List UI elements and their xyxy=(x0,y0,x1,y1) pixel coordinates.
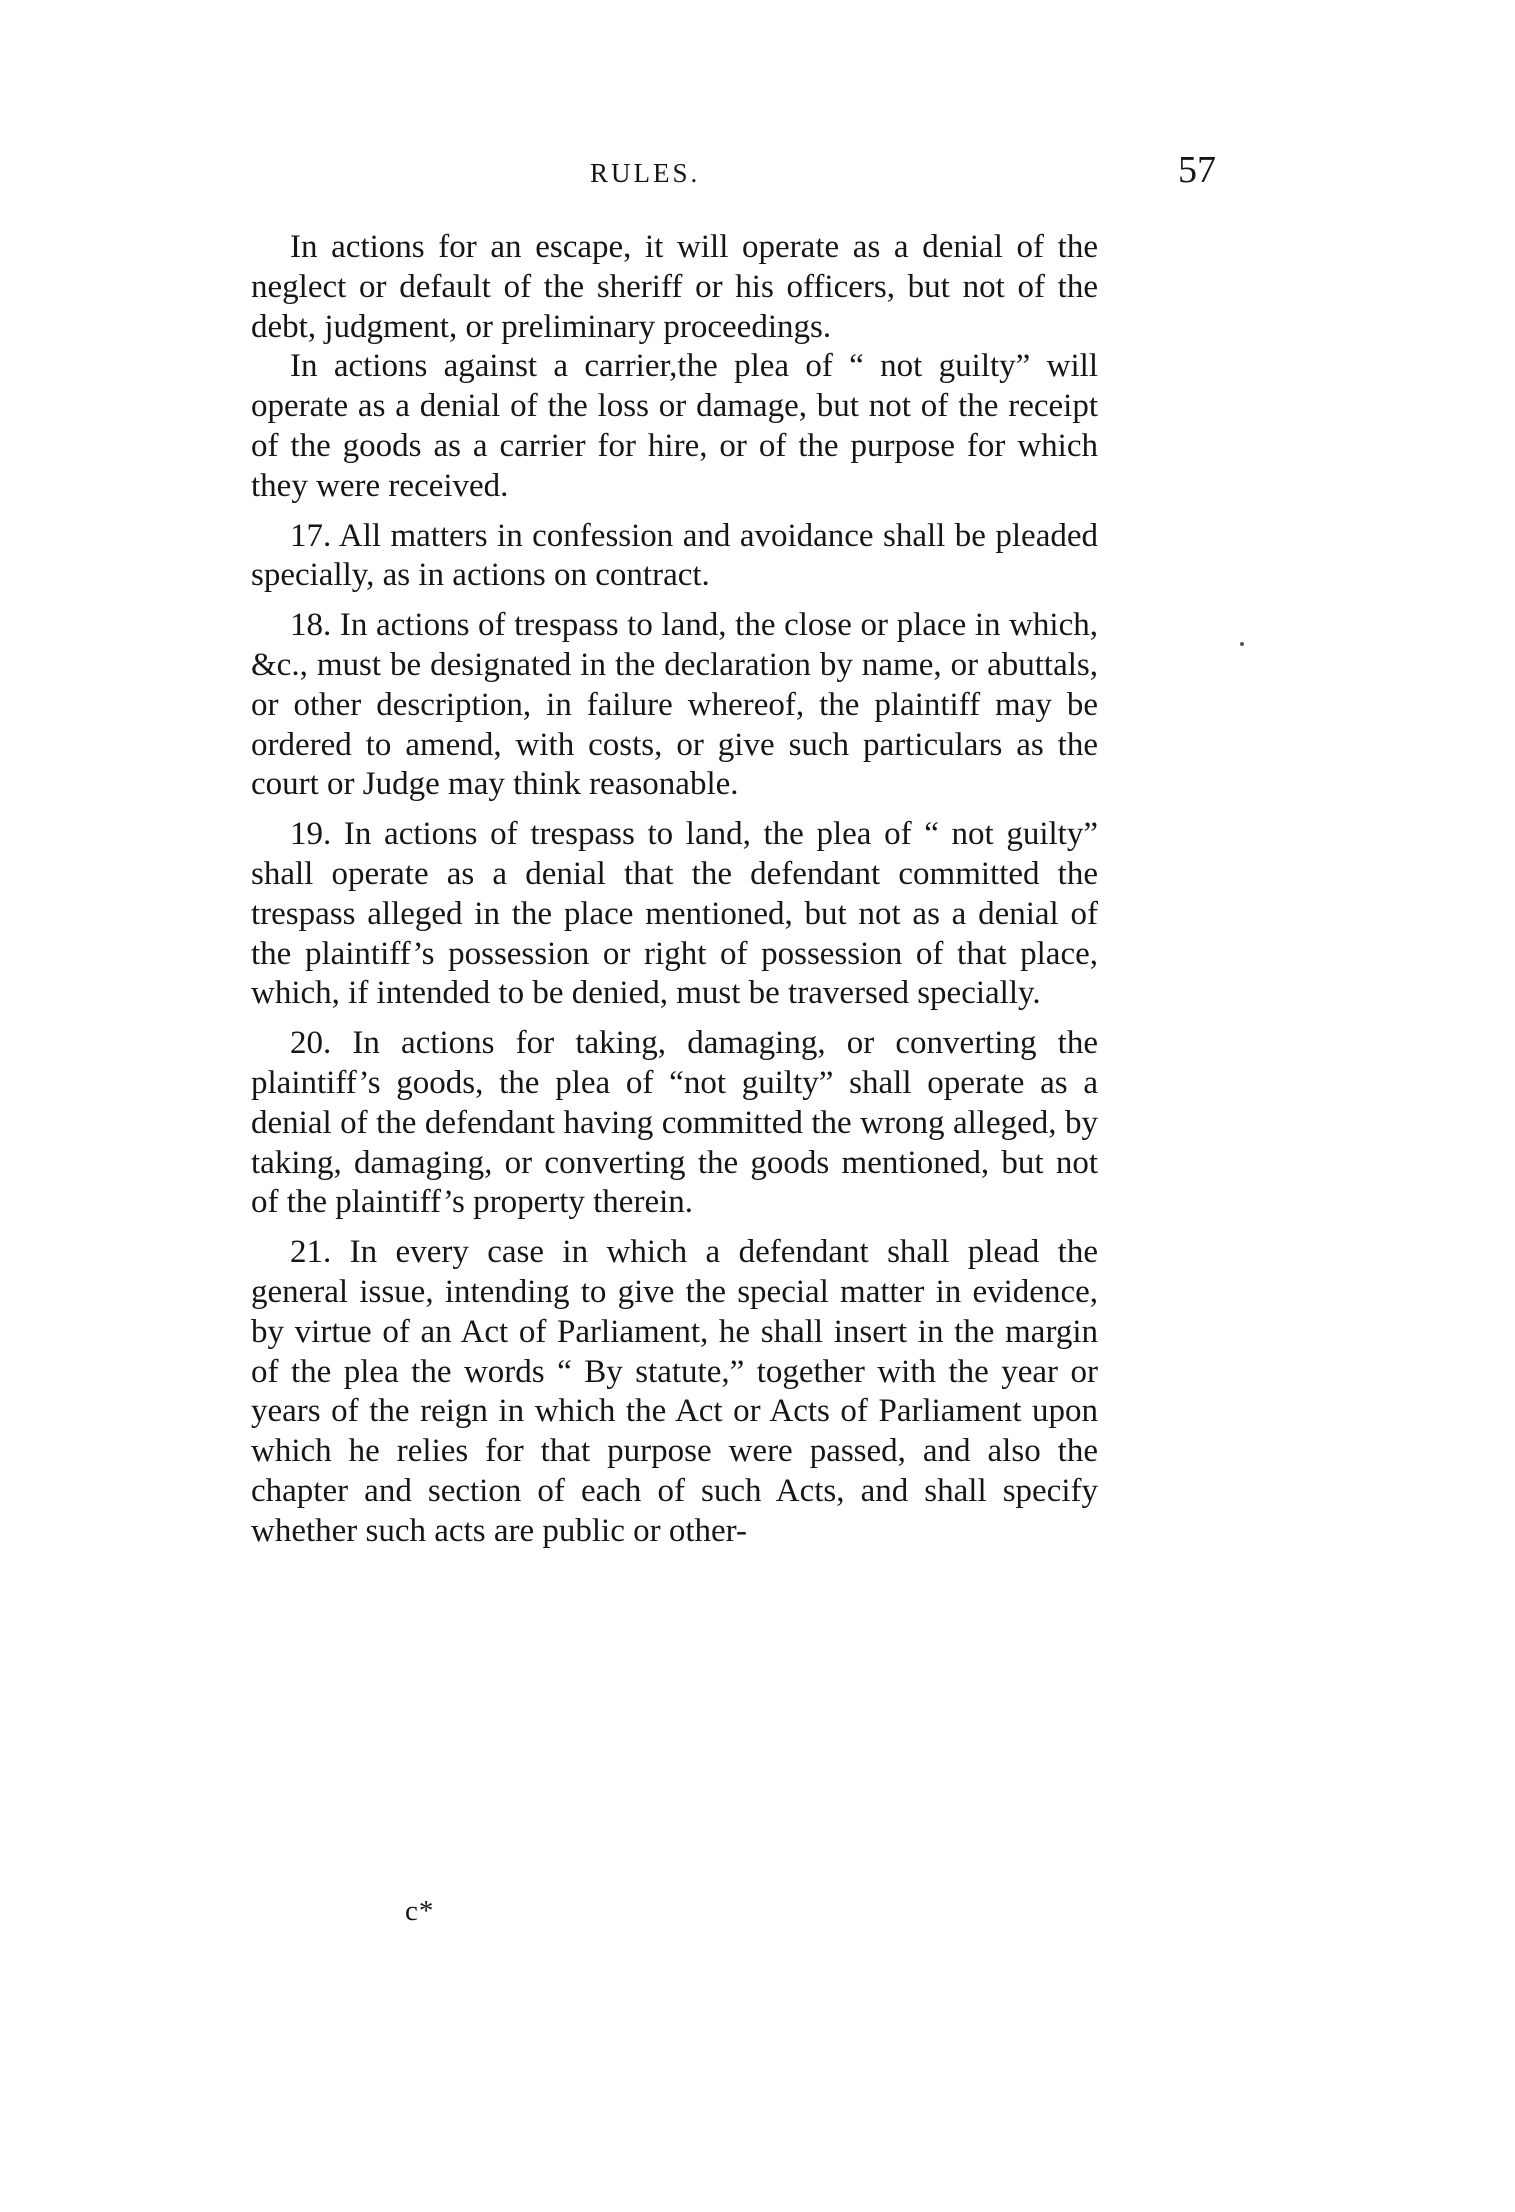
paragraph-rule-19: 19. In actions of trespass to land, the plea of “ not guilty” shall operate as a denial that the defendant committed the trespass alleged in the place mentioned, but not as a denial of the plaintiff’s possession or right of possession of that place, which, if intended to be denied, must be traversed specially. xyxy=(251,816,1098,1012)
paragraph-carrier: In actions against a carrier,the plea of “ not guilty” will operate as a denial of the loss or damage, but not of the receipt of the goods as a carrier for hire, or of the purpose for which they were received. xyxy=(251,348,1098,504)
signature-mark: c* xyxy=(405,1895,435,1927)
body-text xyxy=(251,228,1098,1552)
paragraph-rule-21: 21. In every case in which a defendant shall plead the general issue, intending to give the special matter in evidence, by virtue of an Act of Parliament, he shall insert in the margin of the plea the words “ By statute,” together with the year or years of the reign in which the Act or Acts of Parliament upon which he relies for that purpose were passed, and also the chapter and section of each of such Acts, and shall specify whether such acts are public or other- xyxy=(251,1234,1098,1549)
page-number: 57 xyxy=(1178,149,1216,191)
paragraph-rule-20: 20. In actions for taking, damaging, or converting the plaintiff’s goods, the plea of “not guilty” shall operate as a denial of the defendant having committed the wrong alleged, by taking, damaging, or converting the goods mentioned, but not of the plaintiff’s property therein. xyxy=(251,1025,1098,1221)
paragraph-rule-17: 17. All matters in confession and avoidance shall be pleaded specially, as in actions on contract. xyxy=(251,517,1098,594)
paragraph-escape: In actions for an escape, it will operate as a denial of the neglect or default of the sheriff or his officers, but not of the debt, judgment, or preliminary proceedings. xyxy=(251,229,1098,345)
ink-speck xyxy=(1240,642,1244,646)
paragraph-rule-18: 18. In actions of trespass to land, the close or place in which, &c., must be designated in the declaration by name, or abuttals, or other description, in failure whereof, the plaintiff may be ordered to amend, with costs, or give such particulars as the court or Judge may think reasonable. xyxy=(251,607,1098,803)
running-title: RULES. xyxy=(590,158,701,188)
